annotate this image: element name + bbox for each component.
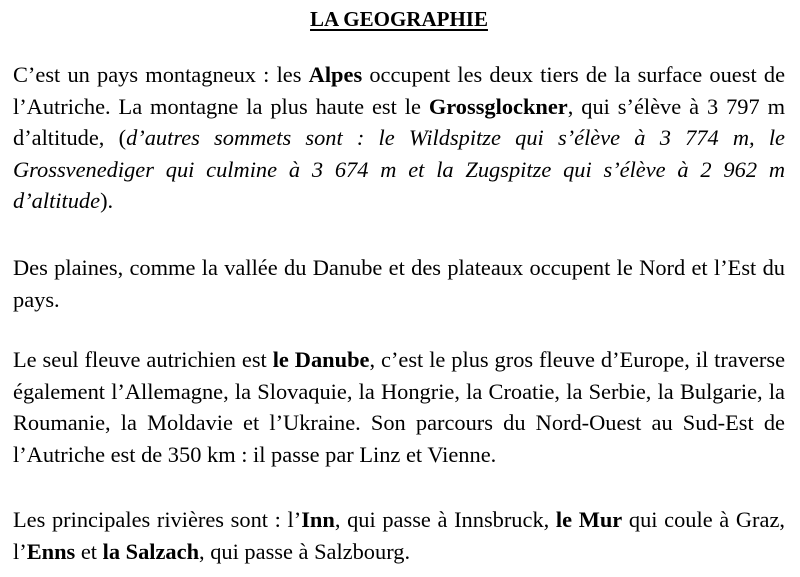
p4-bold-mur: le Mur — [555, 507, 623, 532]
paragraph-rivers — [13, 504, 785, 567]
p3-bold-danube: le Danube — [272, 347, 370, 372]
p1-text-2: occupent les deux tiers de la surface ouest de l’Autriche. La montagne la plus haute est le — [13, 62, 786, 119]
p1-text-3: , qui s’élève à 3 797 m d’altitude, ( — [13, 93, 785, 150]
paragraph-mountains — [13, 59, 785, 217]
p4-text-5: , qui passe à Salzbourg. — [199, 538, 411, 564]
p3-text-1: Le seul fleuve autrichien est — [13, 347, 273, 372]
p1-bold-grossglockner: Grossglockner — [428, 93, 568, 119]
p4-text-4: et — [75, 538, 103, 564]
p1-text-4: ). — [100, 188, 114, 213]
p1-italic-summits: d’autres sommets sont : le Wildspitze qui s’élève à 3 774 m, le Grossvenediger qui culmine à 3 674 m et la Zugspitze qui s’élève à 2 962 m d’altitude — [13, 125, 785, 213]
p4-bold-enns: Enns — [26, 538, 76, 564]
page-title: LA GEOGRAPHIE — [310, 7, 488, 31]
paragraph-plains: Des plaines, comme la vallée du Danube et des plateaux occupent le Nord et l’Est du pays. — [13, 255, 785, 312]
p4-text-1: Les principales rivières sont : l’ — [13, 507, 302, 532]
paragraph-danube — [13, 344, 785, 470]
p4-bold-salzach: la Salzach — [102, 538, 200, 564]
p4-text-3: qui coule à Graz, l’ — [13, 507, 785, 564]
p4-text-2: , qui passe à Innsbruck, — [334, 507, 556, 532]
p4-bold-inn: Inn — [301, 507, 335, 532]
p1-text-1: C’est un pays montagneux : les — [13, 62, 309, 87]
p1-bold-alpes: Alpes — [308, 62, 363, 87]
p3-text-2: , c’est le plus gros fleuve d’Europe, il traverse également l’Allemagne, la Slovaquie, la Hongrie, la Croatie, la Serbie, la Bulgarie, la Roumanie, la Moldavie et l’Ukraine. Son parcours du Nord-Ouest au Sud-Est de l’Autriche est de 350 km : il passe par Linz et Vienne. — [13, 347, 786, 467]
